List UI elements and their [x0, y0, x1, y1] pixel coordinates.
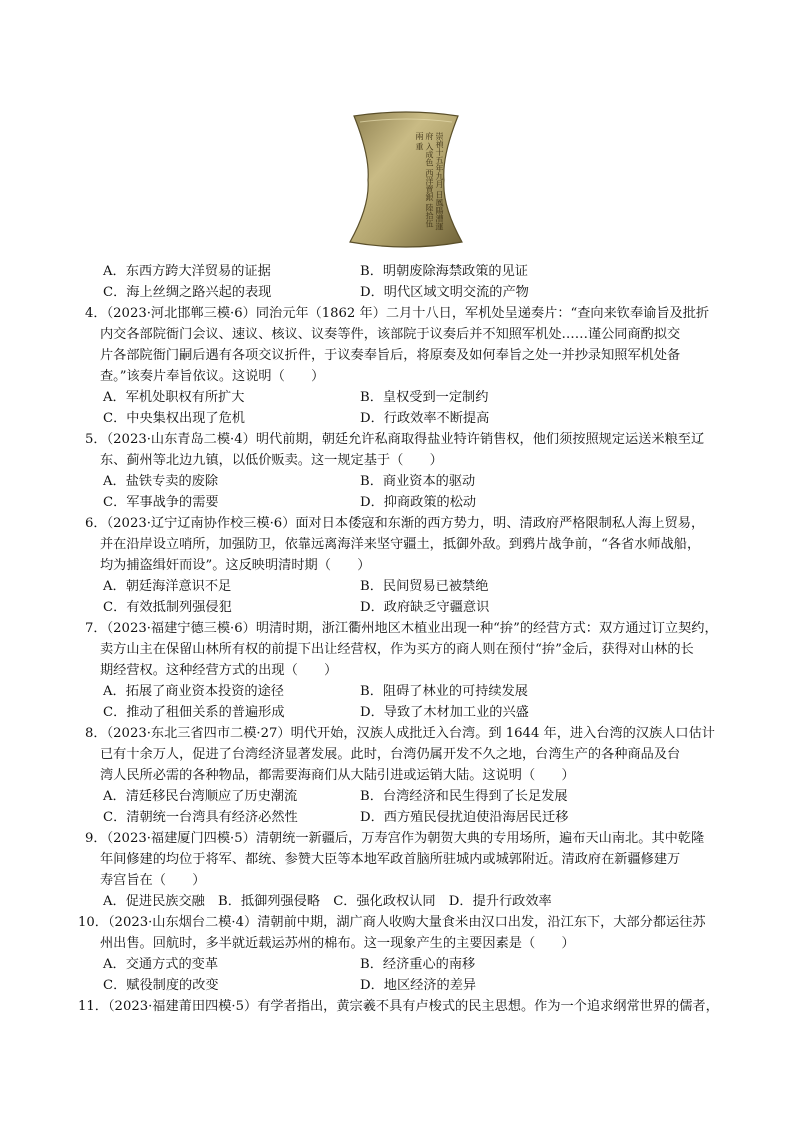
q9-line-3: 寿宫旨在（ ）	[100, 873, 206, 888]
q10-line-1: 10．（2023·山东烟台二模·4）清朝前中期，湖广商人收购大量食米由汉口出发，沿江东下，大部分都运往苏	[78, 915, 706, 930]
q7-option-d[interactable]: D．导致了木材加工业的兴盛	[360, 705, 529, 720]
q3-option-b[interactable]: B．明朝废除海禁政策的见证	[360, 264, 528, 279]
q10-option-c[interactable]: C．赋役制度的改变	[103, 978, 219, 993]
seal-line-6: 重	[415, 142, 424, 151]
q8-line-3: 湾人民所必需的各种物品，都需要海商们从大陆引进或运销大陆。这说明（ ）	[100, 768, 575, 783]
q9-options-inline[interactable]: A．促进民族交融 B．抵御列强侵略 C．强化政权认同 D．提升行政效率	[103, 894, 552, 909]
q5-line-1: 5．（2023·山东青岛二模·4）明代前期，朝廷允许私商取得盐业特许销售权，他们须按照规定运送米粮至辽	[85, 432, 705, 447]
seal-line-3: 入成色	[425, 142, 434, 167]
q9-line-1: 9．（2023·福建厦门四模·5）清朝统一新疆后，万寿宫作为朝贺大典的专用场所，遍布天山南北。其中乾隆	[85, 831, 705, 846]
q8-option-a[interactable]: A．清廷移民台湾顺应了历史潮流	[103, 789, 298, 804]
q7-option-a[interactable]: A．拓展了商业资本投资的途径	[103, 684, 284, 699]
q8-option-c[interactable]: C．清朝统一台湾具有经济必然性	[103, 810, 298, 825]
q8-line-2: 已有十余万人，促进了台湾经济显著发展。此时，台湾仍属开发不久之地，台湾生产的各种商品及台	[100, 747, 681, 762]
seal-line-5: 陸拾伍兩	[415, 132, 434, 228]
q6-line-2: 并在沿岸设立哨所，加强防卫，依靠远离海洋来坚守疆土，抵御外敌。到鸦片战争前，“各省水师战船，	[100, 537, 701, 552]
q5-line-2: 东、蓟州等北边九镇，以低价贩卖。这一规定基于（ ）	[100, 453, 443, 468]
seal-line-1: 崇禎十五年九月	[435, 132, 444, 188]
q8-option-b[interactable]: B．台湾经济和民生得到了长足发展	[360, 789, 568, 804]
q6-option-b[interactable]: B．民间贸易已被禁绝	[360, 579, 489, 594]
q4-line-2: 内交各部院衙门会议、速议、核议、议奏等件，该部院于议奏后并不知照军机处……谨公同商酌拟交	[100, 327, 681, 342]
q6-line-3: 均为捕盗缉奸而设”。这反映明清时期（ ）	[100, 558, 371, 573]
q6-line-1: 6．（2023·辽宁辽南协作校三模·6）面对日本倭寇和东渐的西方势力，明、清政府严格限制私人海上贸易，	[85, 516, 705, 531]
q11-line-1: 11．（2023·福建莆田四模·5）有学者指出，黄宗羲不具有卢梭式的民主思想。作为一个追求纲常世界的儒者，	[78, 999, 719, 1014]
q4-line-1: 4．（2023·河北邯郸三模·6）同治元年（1862 年）二月十八日，军机处呈递奏片：“查向来钦奉谕旨及批折	[85, 306, 710, 321]
q8-option-d[interactable]: D．西方殖民侵扰迫使沿海居民迁移	[360, 810, 569, 825]
q4-line-3: 片各部院衙门嗣后遇有各项交议折件，于议奏奉旨后，将原奏及如何奉旨之处一并抄录知照军机处备	[100, 348, 681, 363]
q4-option-d[interactable]: D．行政效率不断提高	[360, 411, 490, 426]
q5-option-b[interactable]: B．商业资本的驱动	[360, 474, 476, 489]
q3-option-d[interactable]: D．明代区域文明交流的产物	[360, 285, 529, 300]
q7-line-2: 卖方山主在保留山林所有权的前提下出让经营权，作为买方的商人则在预付“拚”金后，获得对山林的长	[100, 642, 694, 657]
q6-option-d[interactable]: D．政府缺乏守疆意识	[360, 600, 490, 615]
q3-option-a[interactable]: A．东西方跨大洋贸易的证据	[103, 264, 271, 279]
seal-line-4: 西洋賣銀	[425, 169, 434, 202]
seal-line-2: 日鳳陽漕運府	[425, 132, 444, 231]
q7-option-c[interactable]: C．推动了租佃关系的普遍形成	[103, 705, 285, 720]
q7-option-b[interactable]: B．阻碍了林业的可持续发展	[360, 684, 528, 699]
silver-ingot-image	[346, 106, 466, 252]
q4-option-b[interactable]: B．皇权受到一定制约	[360, 390, 489, 405]
q6-option-a[interactable]: A．朝廷海洋意识不足	[103, 579, 232, 594]
q10-option-a[interactable]: A．交通方式的变革	[103, 957, 219, 972]
q6-option-c[interactable]: C．有效抵制列强侵犯	[103, 600, 232, 615]
q3-option-c[interactable]: C．海上丝绸之路兴起的表现	[103, 285, 272, 300]
q7-line-3: 期经营权。这种经营方式的出现（ ）	[100, 663, 338, 678]
q5-option-d[interactable]: D．抑商政策的松动	[360, 495, 477, 510]
q8-line-1: 8．（2023·东北三省四市二模·27）明代开始，汉族人成批迁入台湾。到 1644 年，进入台湾的汉族人口估计	[85, 726, 715, 741]
q10-option-b[interactable]: B．经济重心的南移	[360, 957, 476, 972]
q7-line-1: 7．（2023·福建宁德三模·6）明清时期，浙江衢州地区木植业出现一种“拚”的经营方式：双方通过订立契约，	[85, 621, 718, 636]
q4-option-c[interactable]: C．中央集权出现了危机	[103, 411, 245, 426]
q10-option-d[interactable]: D．地区经济的差异	[360, 978, 477, 993]
q4-line-4: 查。”该奏片奉旨依议。这说明（ ）	[100, 369, 325, 384]
q5-option-c[interactable]: C．军事战争的需要	[103, 495, 219, 510]
q10-line-2: 州出售。回航时，多半就近载运苏州的棉布。这一现象产生的主要因素是（ ）	[100, 936, 575, 951]
q5-option-a[interactable]: A．盐铁专卖的废除	[103, 474, 219, 489]
q9-line-2: 年间修建的均位于将军、都统、参赞大臣等本地军政首脑所驻城内或城郭附近。清政府在新疆修建万	[100, 852, 681, 867]
q4-option-a[interactable]: A．军机处职权有所扩大	[103, 390, 245, 405]
